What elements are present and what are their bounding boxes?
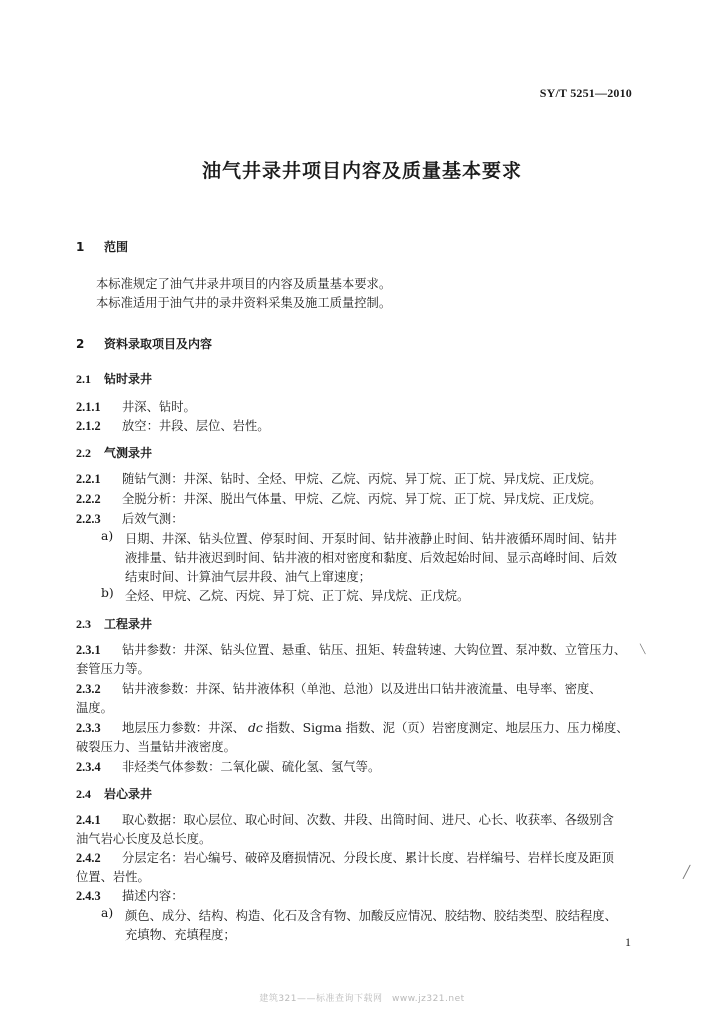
clause-text: 指数、Sigma 指数、泥（页）岩密度测定、地层压力、压力梯度、: [265, 721, 629, 735]
clause-number: 2.4.1: [76, 813, 101, 827]
section-2-heading: [76, 335, 212, 352]
list-item-a-line: 充填物、充填程度；: [125, 928, 236, 942]
clause-number: 2.3.1: [76, 643, 101, 657]
clause-number: 2.3.3: [76, 721, 101, 735]
list-label-a: a): [101, 529, 114, 543]
subsection-title: 气测录井: [104, 446, 153, 460]
subsection-title: 钻时录井: [104, 372, 153, 386]
watermark: 建筑321——标准查询下载网 www.jz321.net: [259, 994, 465, 1004]
clause-2-2-3: [76, 509, 184, 527]
clause-text: 地层压力参数：井深、: [122, 721, 245, 735]
subsection-number: 2.1: [76, 372, 91, 386]
clause-2-3-1: [76, 640, 626, 658]
clause-text: 分层定名：岩心编号、破碎及磨损情况、分段长度、累计长度、岩样编号、岩样长度及距顶: [122, 851, 614, 865]
clause-text: 后效气测：: [122, 512, 184, 526]
clause-2-4-2: [76, 848, 614, 866]
clause-continuation: 温度。: [76, 701, 113, 715]
paragraph: 本标准适用于油气井的录井资料采集及施工质量控制。: [96, 296, 392, 310]
clause-text: 取心数据：取心层位、取心时间、次数、井段、出筒时间、进尺、心长、收获率、各级别含: [122, 813, 614, 827]
subsection-2-1-heading: [76, 370, 152, 387]
subsection-number: 2.4: [76, 787, 91, 801]
page-number: 1: [625, 935, 631, 949]
clause-text: 井深、钻时。: [122, 400, 196, 414]
clause-text: 钻井液参数：井深、钻井液体积（单池、总池）以及进出口钻井液流量、电导率、密度、: [122, 682, 602, 696]
list-item-a-line: 颜色、成分、结构、构造、化石及含有物、加酸反应情况、胶结物、胶结类型、胶结程度、: [125, 909, 617, 923]
clause-number: 2.2.1: [76, 472, 101, 486]
clause-number: 2.1.1: [76, 400, 101, 414]
clause-2-3-3: [76, 718, 629, 736]
list-item-b-line: 全烃、甲烷、乙烷、丙烷、异丁烷、正丁烷、异戊烷、正戊烷。: [125, 589, 470, 603]
subsection-2-2-heading: [76, 444, 152, 461]
clause-2-1-2: [76, 416, 270, 434]
clause-number: 2.4.3: [76, 889, 101, 903]
clause-number: 2.4.2: [76, 851, 101, 865]
clause-number: 2.2.2: [76, 492, 101, 506]
clause-text: 放空：井段、层位、岩性。: [122, 419, 270, 433]
section-number: 2: [76, 337, 85, 351]
subsection-number: 2.2: [76, 446, 91, 460]
list-item-a-line: 结束时间、计算油气层井段、油气上窜速度；: [125, 570, 371, 584]
list-item-a-line: 日期、井深、钻头位置、停泵时间、开泵时间、钻井液静止时间、钻井液循环周时间、钻井: [125, 532, 617, 546]
clause-continuation: 位置、岩性。: [76, 870, 150, 884]
clause-number: 2.1.2: [76, 419, 101, 433]
clause-continuation: 套管压力等。: [76, 662, 150, 676]
clause-2-2-2: [76, 489, 602, 507]
list-label-a: a): [101, 906, 114, 920]
scan-mark: ╲: [640, 645, 646, 655]
clause-2-1-1: [76, 397, 196, 415]
clause-text: 钻井参数：井深、钻头位置、悬重、钻压、扭矩、转盘转速、大钩位置、泵冲数、立管压力、: [122, 643, 627, 657]
subsection-2-4-heading: [76, 785, 152, 802]
subsection-2-3-heading: [76, 615, 152, 632]
document-title: 油气井录井项目内容及质量基本要求: [201, 160, 522, 182]
clause-2-4-1: [76, 810, 614, 828]
clause-number: 2.3.4: [76, 760, 101, 774]
clause-2-3-2: [76, 679, 602, 697]
clause-number: 2.3.2: [76, 682, 101, 696]
clause-text: 描述内容：: [122, 889, 184, 903]
section-1-heading: [76, 238, 128, 255]
section-number: 1: [76, 240, 85, 254]
dc-symbol: dc: [247, 721, 263, 735]
section-title: 范围: [104, 240, 129, 254]
list-label-b: b): [101, 586, 114, 600]
clause-text: 非烃类气体参数：二氧化碳、硫化氢、氢气等。: [122, 760, 381, 774]
clause-text: 随钻气测：井深、钻时、全烃、甲烷、乙烷、丙烷、异丁烷、正丁烷、异戊烷、正戊烷。: [122, 472, 602, 486]
subsection-number: 2.3: [76, 617, 91, 631]
clause-continuation: 破裂压力、当量钻井液密度。: [76, 740, 236, 754]
clause-2-4-3: [76, 886, 184, 904]
section-title: 资料录取项目及内容: [104, 337, 213, 351]
clause-number: 2.2.3: [76, 512, 101, 526]
list-item-a-line: 液排量、钻井液迟到时间、钻井液的相对密度和黏度、后效起始时间、显示高峰时间、后效: [125, 551, 617, 565]
paragraph: 本标准规定了油气井录井项目的内容及质量基本要求。: [96, 277, 392, 291]
scan-mark: ╱: [683, 865, 691, 879]
clause-text: 全脱分析：井深、脱出气体量、甲烷、乙烷、丙烷、异丁烷、正丁烷、异戊烷、正戊烷。: [122, 492, 602, 506]
standard-code: SY/T 5251—2010: [539, 86, 632, 100]
subsection-title: 岩心录井: [104, 787, 153, 801]
clause-continuation: 油气岩心长度及总长度。: [76, 832, 212, 846]
subsection-title: 工程录井: [104, 617, 153, 631]
clause-2-3-4: [76, 757, 380, 775]
clause-2-2-1: [76, 469, 602, 487]
